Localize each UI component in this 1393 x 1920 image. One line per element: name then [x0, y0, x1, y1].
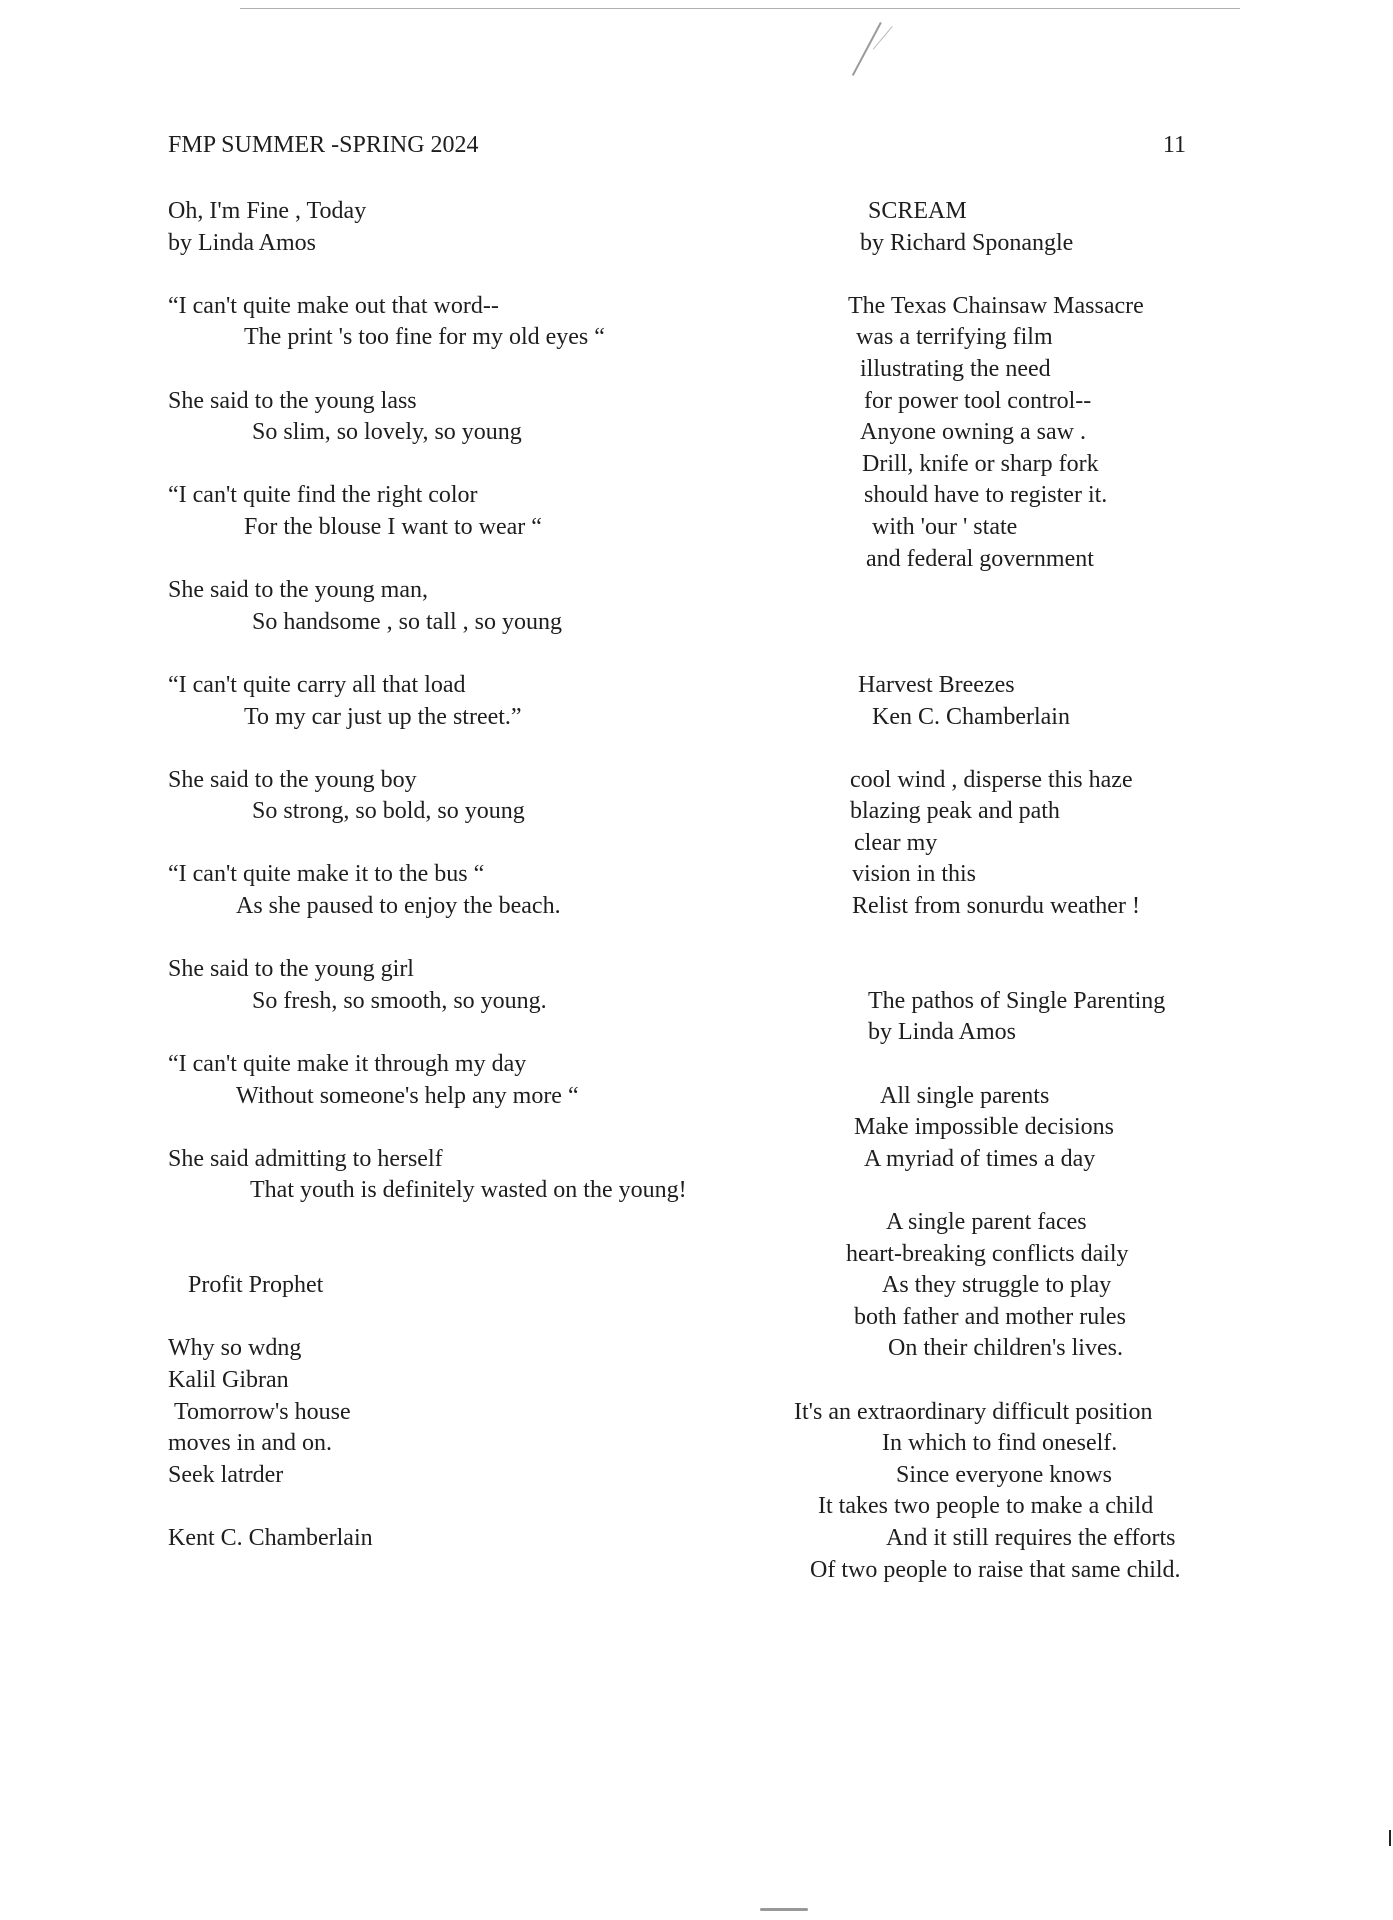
stanza-gap [168, 259, 768, 291]
poem-line: both father and mother rules [854, 1303, 1126, 1330]
stanza-gap [790, 923, 1250, 955]
poem-line: It's an extraordinary difficult position [794, 1398, 1153, 1425]
poem-line: clear my [854, 829, 938, 856]
stanza-gap [168, 1207, 768, 1239]
stanza-gap [168, 1112, 768, 1144]
poem-line: “I can't quite make it through my day [168, 1051, 527, 1078]
poem-line: The print 's too fine for my old eyes “ [244, 324, 605, 351]
stanza-gap [168, 1491, 768, 1523]
poem-line: So handsome , so tall , so young [252, 608, 562, 635]
poem-line: Oh, I'm Fine , Today [168, 198, 367, 224]
poem-line: It takes two people to make a child [818, 1493, 1154, 1520]
scan-edge-mark [1389, 1830, 1391, 1846]
poem-line: Kalil Gibran [168, 1366, 289, 1393]
stanza-gap [790, 733, 1250, 765]
poem-line: by Richard Sponangle [860, 229, 1074, 256]
stanza-gap [168, 923, 768, 955]
poem-line: A myriad of times a day [864, 1145, 1096, 1172]
poem-line: for power tool control-- [864, 387, 1092, 414]
page-header [168, 132, 1186, 166]
stanza-gap [790, 607, 1250, 639]
poem-line: Ken C. Chamberlain [872, 703, 1070, 730]
stanza-gap [790, 259, 1250, 291]
poem-line: was a terrifying film [856, 324, 1053, 351]
poem-line: To my car just up the street.” [244, 703, 522, 730]
poem-line: Relist from sonurdu weather ! [852, 893, 1140, 920]
poem-line: And it still requires the efforts [886, 1524, 1176, 1551]
newsletter-title: FMP SUMMER -SPRING 2024 [168, 132, 479, 158]
right-column [790, 196, 1250, 1586]
poem-line: The pathos of Single Parenting [868, 987, 1166, 1014]
scan-border-line [240, 8, 1240, 9]
poem-line: should have to register it. [864, 482, 1108, 509]
poem-line: illustrating the need [860, 355, 1051, 382]
poem-line: blazing peak and path [850, 798, 1060, 825]
poem-line: Tomorrow's house [174, 1398, 351, 1425]
scan-smudge [760, 1908, 808, 1911]
poem-line: with 'our ' state [872, 513, 1018, 540]
poem-line: She said to the young lass [168, 387, 417, 414]
stanza-gap [790, 575, 1250, 607]
poem-line: So strong, so bold, so young [252, 798, 525, 825]
poem-line: The Texas Chainsaw Massacre [848, 292, 1144, 319]
stanza-gap [790, 1175, 1250, 1207]
poem-line: SCREAM [868, 198, 967, 224]
poem-line: For the blouse I want to wear “ [244, 513, 542, 540]
poem-line: “I can't quite make out that word-- [168, 292, 499, 319]
poem-line: Why so wdng [168, 1335, 302, 1362]
poem-line: Without someone's help any more “ [236, 1082, 579, 1109]
poem-line: heart-breaking conflicts daily [846, 1240, 1129, 1267]
poem-line: “I can't quite carry all that load [168, 671, 466, 698]
poem-line: She said to the young boy [168, 766, 417, 793]
left-column [168, 196, 768, 1555]
poem-line: As they struggle to play [882, 1272, 1112, 1299]
poem-line: All single parents [880, 1082, 1050, 1109]
stanza-gap [790, 954, 1250, 986]
poem-line: That youth is definitely wasted on the young! [250, 1177, 687, 1204]
poem-line: Of two people to raise that same child. [810, 1556, 1181, 1583]
poem-line: Drill, knife or sharp fork [862, 450, 1099, 477]
poem-line: by Linda Amos [868, 1019, 1016, 1046]
poem-line: and federal government [866, 545, 1094, 572]
poem-line: A single parent faces [886, 1209, 1087, 1235]
page-number: 11 [1162, 132, 1186, 158]
stanza-gap [168, 449, 768, 481]
stanza-gap [168, 544, 768, 576]
poem-line: She said to the young girl [168, 956, 414, 983]
stanza-gap [790, 638, 1250, 670]
stanza-gap [168, 733, 768, 765]
poem-line: As she paused to enjoy the beach. [236, 893, 561, 920]
stanza-gap [168, 638, 768, 670]
poem-line: “I can't quite make it to the bus “ [168, 861, 485, 888]
poem-line: Profit Prophet [188, 1272, 324, 1299]
poem-line: She said admitting to herself [168, 1145, 443, 1172]
poem-line: She said to the young man, [168, 577, 428, 604]
scan-pen-mark [852, 22, 882, 76]
poem-line: Since everyone knows [896, 1461, 1112, 1488]
poem-line: So slim, so lovely, so young [252, 419, 522, 446]
poem-line: On their children's lives. [888, 1335, 1123, 1362]
stanza-gap [168, 1239, 768, 1271]
poem-line: moves in and on. [168, 1430, 332, 1457]
stanza-gap [168, 828, 768, 860]
poem-line: Harvest Breezes [858, 671, 1015, 698]
stanza-gap [790, 1365, 1250, 1397]
poem-line: “I can't quite find the right color [168, 482, 478, 509]
poem-line: cool wind , disperse this haze [850, 766, 1133, 793]
poem-line: Anyone owning a saw . [860, 419, 1086, 446]
stanza-gap [168, 1017, 768, 1049]
poem-line: Kent C. Chamberlain [168, 1524, 373, 1551]
stanza-gap [168, 1302, 768, 1334]
poem-line: by Linda Amos [168, 229, 316, 256]
poem-line: Seek latrder [168, 1461, 284, 1488]
poem-line: vision in this [852, 861, 977, 888]
poem-line: In which to find oneself. [882, 1430, 1118, 1457]
poem-line: So fresh, so smooth, so young. [252, 987, 547, 1014]
stanza-gap [790, 1049, 1250, 1081]
stanza-gap [168, 354, 768, 386]
poem-line: Make impossible decisions [854, 1114, 1114, 1141]
